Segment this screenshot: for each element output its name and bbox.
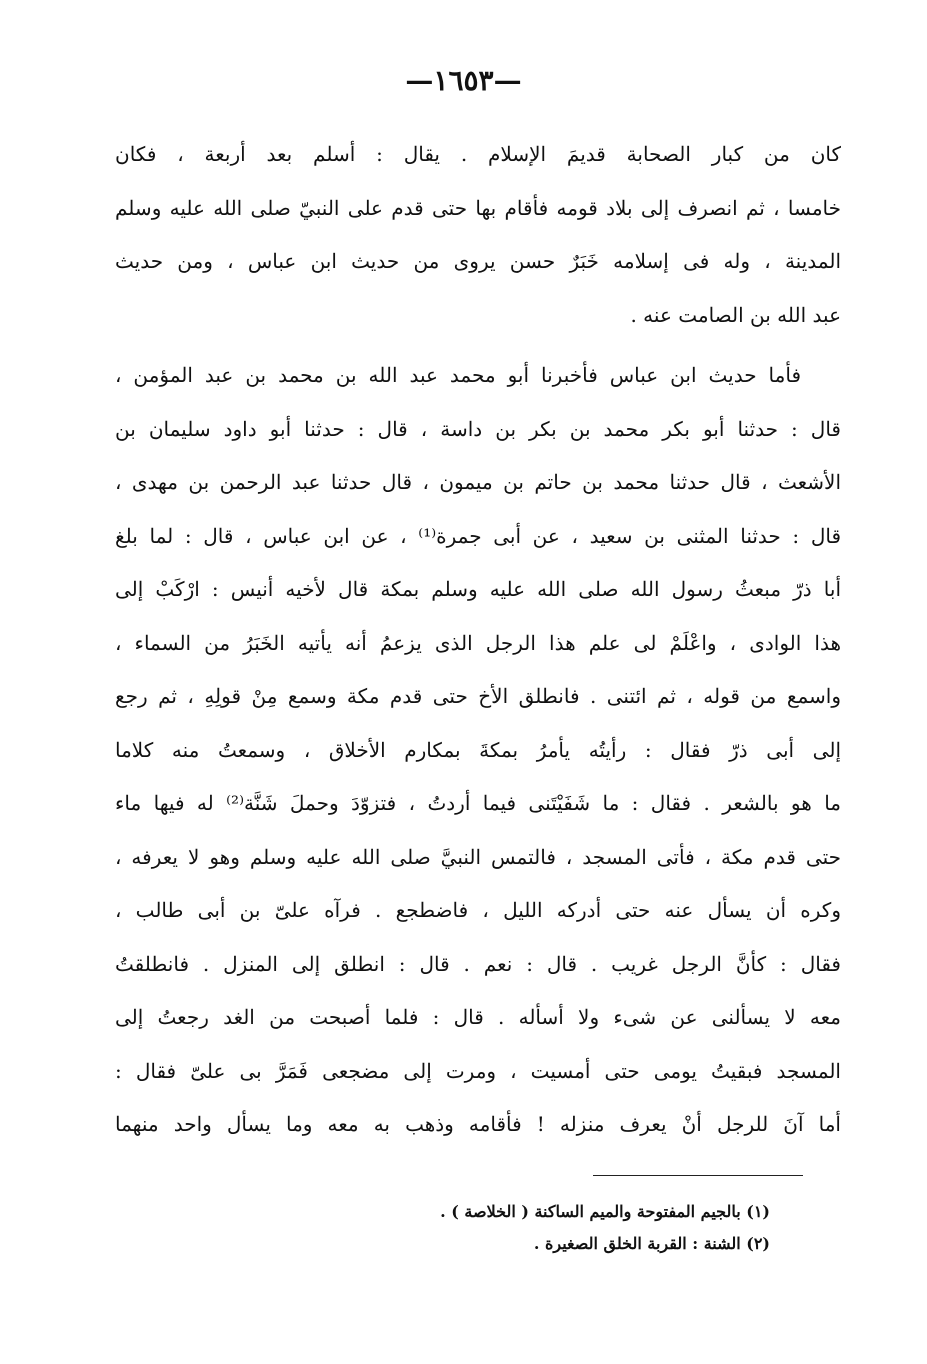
text-line: هذا الوادى ، واعْلَمْ لى علم هذا الرجل الذى يزعمُ أنه يأتيه الخَبَرُ من السماء ، bbox=[115, 630, 841, 655]
text-line: ما هو بالشعر . فقال : ما شَفَيْتَنى فيما أردتُ ، فتزوّدَ وحملَ شَنَّة⁽²⁾ له فيها ماء bbox=[115, 791, 841, 815]
text-line: فقال : كأنَّ الرجل غريب . قال : نعم . قال : انطلق إلى المنزل . فانطلقتُ bbox=[115, 951, 841, 976]
footnote-1: (١) بالجيم المفتوحة والميم الساكنة ( الخلاصة ) . bbox=[440, 1202, 770, 1221]
text-line: قال : حدثنا المثنى بن سعيد ، عن أبى جمرة⁽¹⁾ ، عن ابن عباس ، قال : لما بلغ bbox=[115, 523, 841, 548]
text-line: إلى أبى ذرّ فقال : رأيتُه يأمرُ بمكةَ بمكارم الأخلاق ، وسمعتُ منه كلاما bbox=[115, 737, 841, 762]
text-line: المسجد فبقيتُ يومى حتى أمسيت ، ومرت إلى مضجعى فَمَرَّ بى علىّ فقال : bbox=[115, 1058, 841, 1083]
footnotes bbox=[300, 1196, 770, 1260]
footnote-2: (٢) الشنة : القربة الخلق الصغيرة . bbox=[533, 1234, 770, 1253]
paragraph-1 bbox=[115, 128, 841, 342]
text-line: عبد الله بن الصامت عنه . bbox=[630, 302, 841, 327]
text-line: خامسا ، ثم انصرف إلى بلاد قومه فأقام بها حتى قدم على النبيّ صلى الله عليه وسلم bbox=[115, 195, 841, 220]
page-number: —١٦٥٣— bbox=[405, 64, 522, 97]
text-line: الأشعث ، قال حدثنا محمد بن حاتم بن ميمون ، قال حدثنا عبد الرحمن بن مهدى ، bbox=[115, 470, 841, 494]
text-line: قال : حدثنا أبو بكر محمد بن بكر بن داسة ، قال : حدثنا أبو داود سليمان بن bbox=[115, 416, 841, 441]
text-line: فأما حديث ابن عباس فأخبرنا أبو محمد عبد الله بن محمد بن عبد المؤمن ، bbox=[115, 363, 801, 387]
text-line: وكره أن يسأل عنه حتى أدركه الليل ، فاضطجع . فرآه علىّ بن أبى طالب ، bbox=[115, 898, 841, 922]
text-line: كان من كبار الصحابة قديمَ الإسلام . يقال : أسلم بعد أربعة ، فكان bbox=[115, 142, 841, 166]
text-line: أما آنَ للرجل أنْ يعرف منزله ! فأقامه وذهب به معه وما يسأل واحد منهما bbox=[115, 1112, 841, 1136]
text-line: أبا ذرّ مبعثُ رسول الله صلى الله عليه وسلم بمكة قال لأخيه أنيس : ارْكَبْ إلى bbox=[115, 577, 841, 601]
text-line: حتى قدم مكة ، فأتى المسجد ، فالتمس النبيَّ صلى الله عليه وسلم وهو لا يعرفه ، bbox=[115, 844, 841, 869]
text-line: واسمع من قوله ، ثم ائتنى . فانطلق الأخ حتى قدم مكة وسمع مِنْ قولِهِ ، ثم رجع bbox=[115, 684, 841, 708]
paragraph-2 bbox=[115, 349, 841, 1152]
text-line: المدينة ، وله فى إسلامه خَبَرٌ حسن يروى من حديث ابن عباس ، ومن حديث bbox=[115, 249, 841, 273]
text-line: معه لا يسألنى عن شىء ولا أسأله . قال : فلما أصبحت من الغد رجعتُ إلى bbox=[115, 1005, 841, 1029]
footnote-divider bbox=[593, 1175, 803, 1176]
